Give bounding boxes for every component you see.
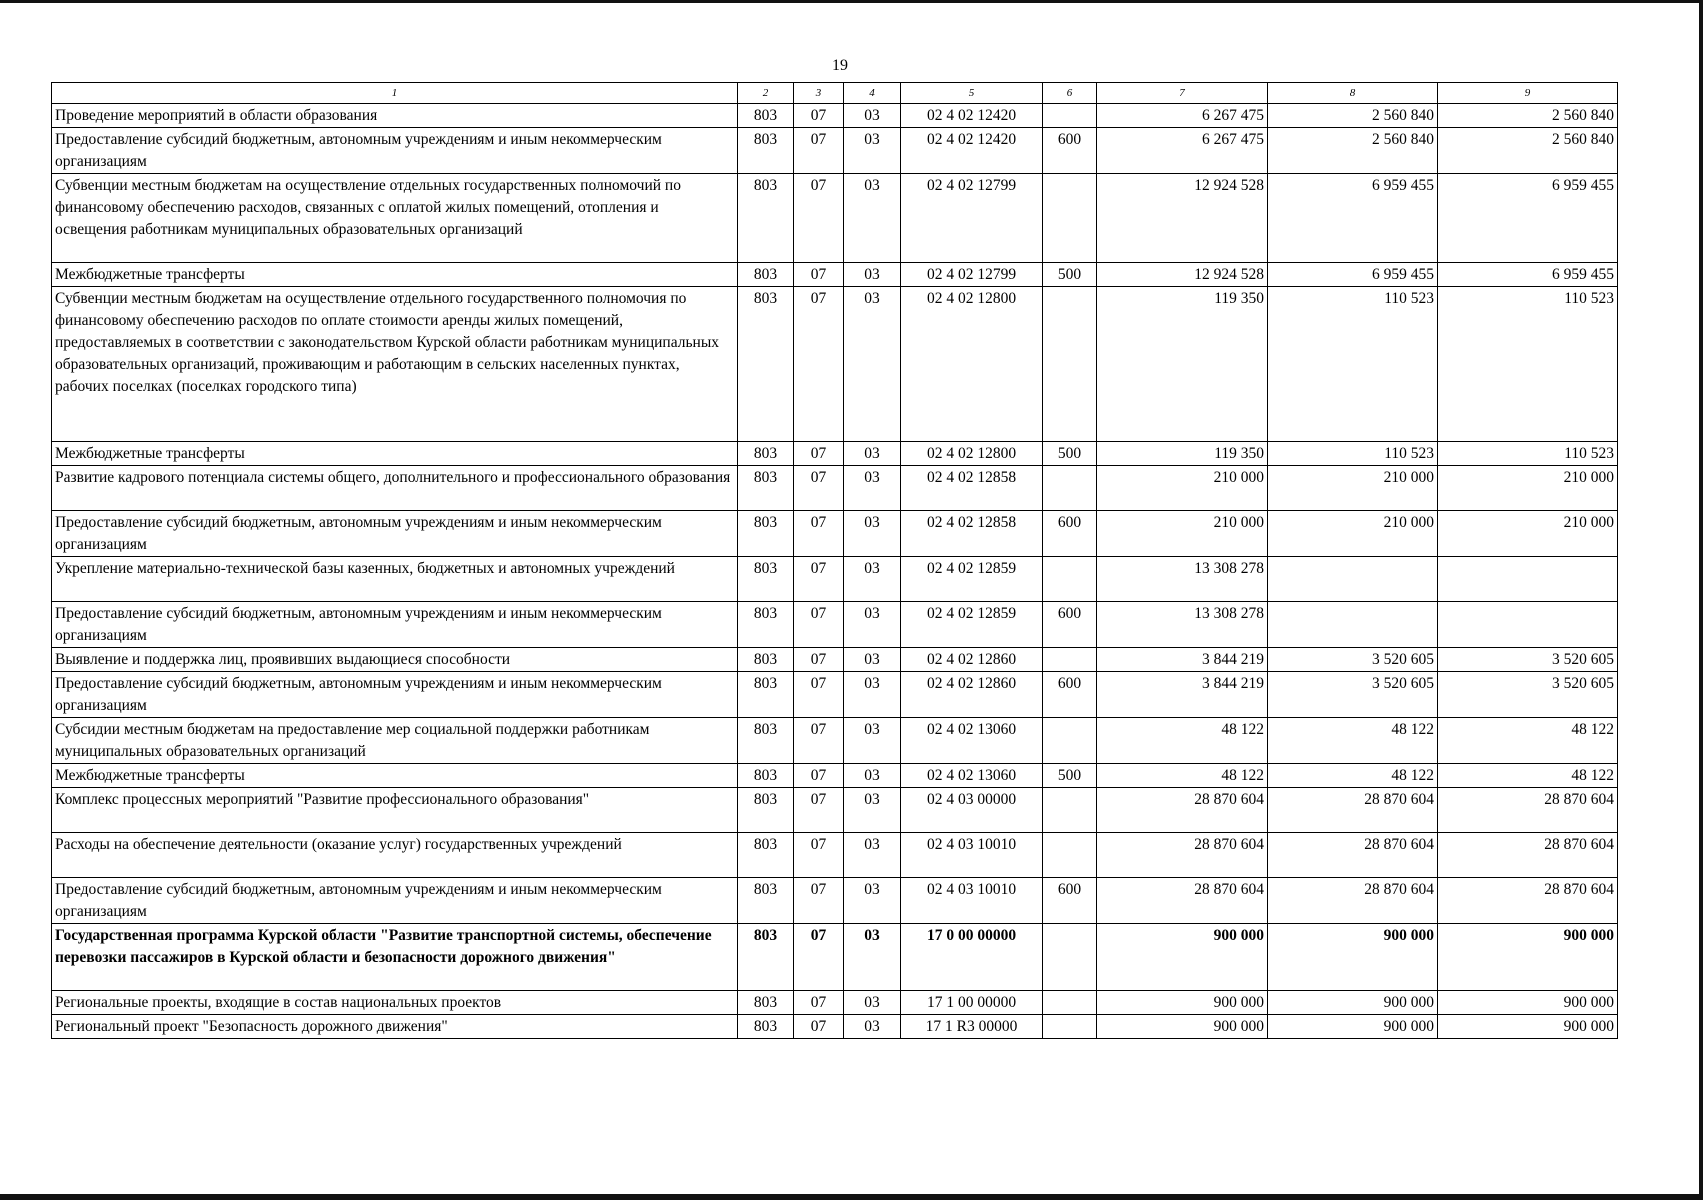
cell-section: 07	[794, 128, 844, 174]
cell-amount-2: 6 959 455	[1268, 263, 1438, 287]
table-row	[52, 878, 1618, 924]
cell-expense-type	[1043, 648, 1097, 672]
cell-target-article: 02 4 02 12858	[901, 466, 1043, 511]
cell-section: 07	[794, 878, 844, 924]
cell-amount-3: 210 000	[1438, 466, 1618, 511]
cell-grbs: 803	[738, 128, 794, 174]
cell-amount-3: 2 560 840	[1438, 104, 1618, 128]
cell-amount-1: 48 122	[1097, 718, 1268, 764]
table-row	[52, 511, 1618, 557]
cell-grbs: 803	[738, 557, 794, 602]
cell-name: Субвенции местным бюджетам на осуществление отдельных государственных полномочий по финансовому обеспечению расходов, связанных с оплатой жилых помещений, отопления и освещения работникам муниципальных образовательных организаций	[52, 174, 738, 263]
column-number: 6	[1043, 83, 1097, 104]
cell-name: Предоставление субсидий бюджетным, автономным учреждениям и иным некоммерческим организациям	[52, 511, 738, 557]
cell-target-article: 02 4 03 10010	[901, 878, 1043, 924]
table-row	[52, 991, 1618, 1015]
cell-amount-3	[1438, 602, 1618, 648]
cell-subsection: 03	[844, 648, 901, 672]
cell-amount-2: 110 523	[1268, 442, 1438, 466]
cell-amount-2: 28 870 604	[1268, 833, 1438, 878]
cell-amount-2: 210 000	[1268, 511, 1438, 557]
table-row	[52, 442, 1618, 466]
cell-amount-2: 900 000	[1268, 924, 1438, 991]
cell-amount-1: 119 350	[1097, 442, 1268, 466]
cell-name: Межбюджетные трансферты	[52, 263, 738, 287]
table-row	[52, 128, 1618, 174]
column-number-row	[52, 83, 1618, 104]
cell-grbs: 803	[738, 672, 794, 718]
cell-name: Выявление и поддержка лиц, проявивших выдающиеся способности	[52, 648, 738, 672]
cell-subsection: 03	[844, 287, 901, 442]
budget-table	[51, 82, 1618, 1039]
cell-subsection: 03	[844, 263, 901, 287]
cell-name: Субсидии местным бюджетам на предоставление мер социальной поддержки работникам муниципальных образовательных организаций	[52, 718, 738, 764]
table-row	[52, 602, 1618, 648]
cell-section: 07	[794, 924, 844, 991]
cell-amount-2: 210 000	[1268, 466, 1438, 511]
cell-subsection: 03	[844, 442, 901, 466]
cell-section: 07	[794, 718, 844, 764]
table-row	[52, 672, 1618, 718]
cell-amount-3: 210 000	[1438, 511, 1618, 557]
cell-amount-3: 28 870 604	[1438, 788, 1618, 833]
table-row	[52, 1015, 1618, 1039]
cell-amount-3: 48 122	[1438, 764, 1618, 788]
cell-section: 07	[794, 174, 844, 263]
column-number: 7	[1097, 83, 1268, 104]
cell-grbs: 803	[738, 878, 794, 924]
cell-subsection: 03	[844, 833, 901, 878]
cell-amount-3: 3 520 605	[1438, 648, 1618, 672]
cell-amount-2: 2 560 840	[1268, 128, 1438, 174]
cell-expense-type: 600	[1043, 602, 1097, 648]
cell-name: Комплекс процессных мероприятий "Развитие профессионального образования"	[52, 788, 738, 833]
cell-target-article: 02 4 03 10010	[901, 833, 1043, 878]
cell-amount-2: 900 000	[1268, 991, 1438, 1015]
cell-target-article: 02 4 03 00000	[901, 788, 1043, 833]
cell-name: Межбюджетные трансферты	[52, 764, 738, 788]
cell-amount-3: 2 560 840	[1438, 128, 1618, 174]
cell-grbs: 803	[738, 833, 794, 878]
cell-amount-2	[1268, 602, 1438, 648]
cell-amount-3: 3 520 605	[1438, 672, 1618, 718]
cell-grbs: 803	[738, 648, 794, 672]
cell-name: Предоставление субсидий бюджетным, автономным учреждениям и иным некоммерческим организациям	[52, 128, 738, 174]
cell-section: 07	[794, 788, 844, 833]
cell-target-article: 02 4 02 12420	[901, 128, 1043, 174]
column-number: 4	[844, 83, 901, 104]
cell-target-article: 02 4 02 12800	[901, 442, 1043, 466]
cell-name: Предоставление субсидий бюджетным, автономным учреждениям и иным некоммерческим организациям	[52, 878, 738, 924]
cell-amount-3: 28 870 604	[1438, 833, 1618, 878]
cell-subsection: 03	[844, 718, 901, 764]
cell-target-article: 02 4 02 12860	[901, 648, 1043, 672]
cell-expense-type	[1043, 924, 1097, 991]
cell-expense-type	[1043, 104, 1097, 128]
table-row	[52, 648, 1618, 672]
cell-name: Предоставление субсидий бюджетным, автономным учреждениям и иным некоммерческим организациям	[52, 602, 738, 648]
cell-amount-1: 28 870 604	[1097, 833, 1268, 878]
cell-target-article: 02 4 02 12799	[901, 174, 1043, 263]
cell-amount-1: 3 844 219	[1097, 648, 1268, 672]
cell-grbs: 803	[738, 991, 794, 1015]
page-number: 19	[832, 57, 848, 74]
column-number: 8	[1268, 83, 1438, 104]
cell-amount-3: 110 523	[1438, 442, 1618, 466]
cell-section: 07	[794, 672, 844, 718]
cell-amount-1: 6 267 475	[1097, 128, 1268, 174]
cell-expense-type	[1043, 174, 1097, 263]
column-number: 5	[901, 83, 1043, 104]
cell-grbs: 803	[738, 174, 794, 263]
cell-section: 07	[794, 104, 844, 128]
cell-grbs: 803	[738, 718, 794, 764]
cell-section: 07	[794, 764, 844, 788]
cell-section: 07	[794, 648, 844, 672]
cell-subsection: 03	[844, 764, 901, 788]
cell-amount-1: 48 122	[1097, 764, 1268, 788]
cell-target-article: 17 0 00 00000	[901, 924, 1043, 991]
cell-section: 07	[794, 1015, 844, 1039]
cell-section: 07	[794, 511, 844, 557]
cell-amount-1: 119 350	[1097, 287, 1268, 442]
cell-name: Расходы на обеспечение деятельности (оказание услуг) государственных учреждений	[52, 833, 738, 878]
cell-target-article: 02 4 02 12799	[901, 263, 1043, 287]
cell-grbs: 803	[738, 263, 794, 287]
cell-amount-3	[1438, 557, 1618, 602]
cell-subsection: 03	[844, 104, 901, 128]
column-number: 2	[738, 83, 794, 104]
cell-expense-type: 600	[1043, 511, 1097, 557]
cell-amount-2: 28 870 604	[1268, 878, 1438, 924]
cell-name: Предоставление субсидий бюджетным, автономным учреждениям и иным некоммерческим организациям	[52, 672, 738, 718]
cell-subsection: 03	[844, 991, 901, 1015]
cell-subsection: 03	[844, 924, 901, 991]
cell-expense-type	[1043, 287, 1097, 442]
table-row	[52, 718, 1618, 764]
cell-name: Развитие кадрового потенциала системы общего, дополнительного и профессионального образования	[52, 466, 738, 511]
cell-expense-type	[1043, 466, 1097, 511]
cell-grbs: 803	[738, 104, 794, 128]
table-row	[52, 263, 1618, 287]
cell-section: 07	[794, 557, 844, 602]
cell-name: Укрепление материально-технической базы казенных, бюджетных и автономных учреждений	[52, 557, 738, 602]
cell-name: Государственная программа Курской области "Развитие транспортной системы, обеспечение перевозки пассажиров в Курской области и безопасности дорожного движения"	[52, 924, 738, 991]
table-row	[52, 924, 1618, 991]
cell-subsection: 03	[844, 1015, 901, 1039]
table-row	[52, 104, 1618, 128]
cell-section: 07	[794, 287, 844, 442]
cell-amount-1: 6 267 475	[1097, 104, 1268, 128]
cell-target-article: 02 4 02 12860	[901, 672, 1043, 718]
cell-expense-type: 600	[1043, 128, 1097, 174]
cell-expense-type	[1043, 833, 1097, 878]
cell-section: 07	[794, 442, 844, 466]
column-number: 1	[52, 83, 738, 104]
cell-expense-type	[1043, 991, 1097, 1015]
column-number: 9	[1438, 83, 1618, 104]
cell-amount-2	[1268, 557, 1438, 602]
cell-grbs: 803	[738, 511, 794, 557]
cell-name: Субвенции местным бюджетам на осуществление отдельного государственного полномочия по финансовому обеспечению расходов по оплате стоимости аренды жилых помещений, предоставляемых в соответствии с законодательством Курской области работникам муниципальных образовательных организаций, проживающим и работающим в сельских населенных пунктах, рабочих поселках (поселках городского типа)	[52, 287, 738, 442]
table-row	[52, 764, 1618, 788]
cell-amount-3: 900 000	[1438, 1015, 1618, 1039]
column-number: 3	[794, 83, 844, 104]
cell-subsection: 03	[844, 174, 901, 263]
cell-target-article: 02 4 02 12858	[901, 511, 1043, 557]
cell-amount-3: 6 959 455	[1438, 263, 1618, 287]
cell-amount-1: 12 924 528	[1097, 263, 1268, 287]
cell-expense-type: 500	[1043, 764, 1097, 788]
cell-amount-3: 900 000	[1438, 991, 1618, 1015]
cell-expense-type	[1043, 718, 1097, 764]
cell-amount-2: 2 560 840	[1268, 104, 1438, 128]
cell-amount-1: 900 000	[1097, 924, 1268, 991]
cell-amount-2: 48 122	[1268, 718, 1438, 764]
cell-target-article: 02 4 02 13060	[901, 718, 1043, 764]
cell-section: 07	[794, 833, 844, 878]
cell-subsection: 03	[844, 128, 901, 174]
cell-grbs: 803	[738, 287, 794, 442]
cell-subsection: 03	[844, 602, 901, 648]
cell-amount-1: 900 000	[1097, 991, 1268, 1015]
cell-amount-2: 3 520 605	[1268, 672, 1438, 718]
cell-amount-3: 900 000	[1438, 924, 1618, 991]
cell-subsection: 03	[844, 672, 901, 718]
cell-amount-2: 110 523	[1268, 287, 1438, 442]
table-body	[52, 104, 1618, 1039]
cell-amount-3: 28 870 604	[1438, 878, 1618, 924]
cell-grbs: 803	[738, 442, 794, 466]
cell-target-article: 02 4 02 12859	[901, 557, 1043, 602]
cell-subsection: 03	[844, 788, 901, 833]
cell-target-article: 02 4 02 12800	[901, 287, 1043, 442]
cell-amount-2: 3 520 605	[1268, 648, 1438, 672]
cell-amount-1: 210 000	[1097, 466, 1268, 511]
cell-subsection: 03	[844, 878, 901, 924]
cell-expense-type: 600	[1043, 878, 1097, 924]
cell-expense-type	[1043, 1015, 1097, 1039]
cell-amount-1: 28 870 604	[1097, 788, 1268, 833]
cell-expense-type: 500	[1043, 442, 1097, 466]
cell-subsection: 03	[844, 511, 901, 557]
cell-amount-1: 3 844 219	[1097, 672, 1268, 718]
cell-target-article: 17 1 00 00000	[901, 991, 1043, 1015]
cell-expense-type: 600	[1043, 672, 1097, 718]
cell-target-article: 02 4 02 13060	[901, 764, 1043, 788]
cell-grbs: 803	[738, 924, 794, 991]
cell-target-article: 02 4 02 12859	[901, 602, 1043, 648]
cell-name: Межбюджетные трансферты	[52, 442, 738, 466]
cell-target-article: 17 1 R3 00000	[901, 1015, 1043, 1039]
cell-amount-2: 900 000	[1268, 1015, 1438, 1039]
cell-amount-2: 28 870 604	[1268, 788, 1438, 833]
cell-amount-1: 13 308 278	[1097, 602, 1268, 648]
cell-section: 07	[794, 466, 844, 511]
cell-amount-2: 48 122	[1268, 764, 1438, 788]
cell-amount-1: 13 308 278	[1097, 557, 1268, 602]
cell-expense-type: 500	[1043, 263, 1097, 287]
cell-grbs: 803	[738, 466, 794, 511]
cell-section: 07	[794, 602, 844, 648]
cell-amount-3: 48 122	[1438, 718, 1618, 764]
cell-amount-1: 28 870 604	[1097, 878, 1268, 924]
cell-amount-1: 12 924 528	[1097, 174, 1268, 263]
cell-amount-3: 110 523	[1438, 287, 1618, 442]
cell-amount-1: 210 000	[1097, 511, 1268, 557]
table-row	[52, 174, 1618, 263]
cell-target-article: 02 4 02 12420	[901, 104, 1043, 128]
cell-name: Региональный проект "Безопасность дорожного движения"	[52, 1015, 738, 1039]
cell-expense-type	[1043, 557, 1097, 602]
cell-name: Региональные проекты, входящие в состав национальных проектов	[52, 991, 738, 1015]
cell-subsection: 03	[844, 557, 901, 602]
cell-amount-2: 6 959 455	[1268, 174, 1438, 263]
table-row	[52, 287, 1618, 442]
cell-section: 07	[794, 263, 844, 287]
cell-subsection: 03	[844, 466, 901, 511]
cell-grbs: 803	[738, 764, 794, 788]
cell-name: Проведение мероприятий в области образования	[52, 104, 738, 128]
cell-amount-3: 6 959 455	[1438, 174, 1618, 263]
cell-grbs: 803	[738, 1015, 794, 1039]
table-row	[52, 833, 1618, 878]
cell-grbs: 803	[738, 602, 794, 648]
cell-amount-1: 900 000	[1097, 1015, 1268, 1039]
table-row	[52, 788, 1618, 833]
cell-grbs: 803	[738, 788, 794, 833]
table-row	[52, 466, 1618, 511]
cell-expense-type	[1043, 788, 1097, 833]
cell-section: 07	[794, 991, 844, 1015]
table-row	[52, 557, 1618, 602]
